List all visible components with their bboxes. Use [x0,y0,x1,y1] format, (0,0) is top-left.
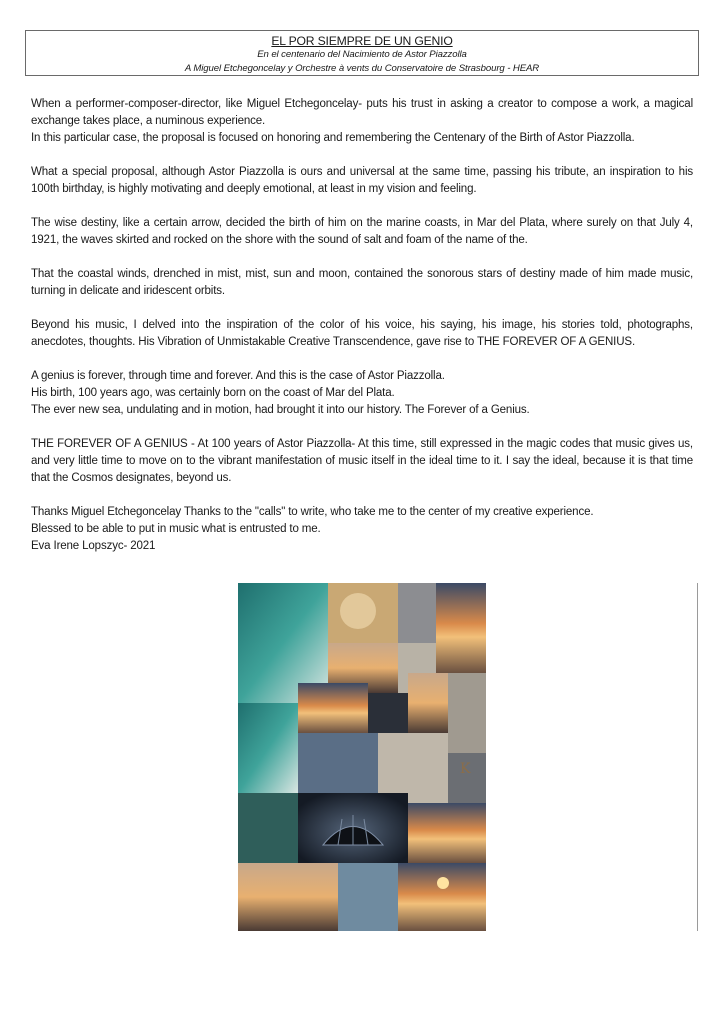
sea-collage-image [238,583,486,931]
subtitle-centenary: En el centenario del Nacimiento de Astor Piazzolla [257,49,467,60]
thanks-line-1: Thanks Miguel Etchegoncelay Thanks to the "calls" to write, who take me to the center of my creative experience. [31,506,594,518]
paragraph-proposal: In this particular case, the proposal is focused on honoring and remembering the Centenary of the Birth of Astor Piazzolla. [31,132,635,144]
signature: Eva Irene Lopszyc- 2021 [31,540,156,552]
thanks-line-2: Blessed to be able to put in music what is entrusted to me. [31,523,321,535]
paragraph-coastal-winds: That the coastal winds, drenched in mist, mist, sun and moon, contained the sonorous stars of destiny made of him made music, turning in delicate and iridescent orbits. [31,268,693,297]
document-title: EL POR SIEMPRE DE UN GENIO [271,34,453,48]
paragraph-intro: When a performer-composer-director, like Miguel Etchegoncelay- puts his trust in asking a creator to compose a work, a magical exchange takes place, a numinous experience. [31,98,693,127]
paragraph-forever: THE FOREVER OF A GENIUS - At 100 years of Astor Piazzolla- At this time, still expressed in the magic codes that music gives us, and very little time to move on to the vibrant manifestation of music itself in the ideal time to it. I say the ideal, because it is that time that the Cosmos designates, beyond us. [31,438,693,484]
header-box [25,30,699,76]
genius-line-3: The ever new sea, undulating and in motion, had brought it into our history. The Forever of a Genius. [31,404,530,416]
sunset-tile-right [436,583,486,673]
beach-sunset-tile [238,863,338,931]
paragraph-thanks [31,504,693,555]
paragraph-special-proposal: What a special proposal, although Astor Piazzolla is ours and universal at the same time, passing his tribute, an inspiration to his 100th birthday, is highly motivating and deeply emotional, at least in my vision and feeling. [31,166,693,195]
paragraph-beyond-music: Beyond his music, I delved into the inspiration of the color of his voice, his saying, his image, his stories told, photographs, anecdotes, thoughts. His Vibration of Unmistakable Creative Transcendence, gave rise to THE FOREVER OF A GENIUS. [31,319,693,348]
paragraph-genius [31,368,693,419]
page-edge-rule [697,583,698,931]
document-body [31,96,693,555]
paragraph-destiny: The wise destiny, like a certain arrow, decided the birth of him on the marine coasts, in Mar del Plata, where surely on that July 4, 1921, the waves skirted and rocked on the shore with the sound of salt and foam of the name of the. [31,217,693,246]
pebbles-tile [398,583,436,643]
genius-line-2: His birth, 100 years ago, was certainly born on the coast of Mar del Plata. [31,387,395,399]
genius-line-1: A genius is forever, through time and forever. And this is the case of Astor Piazzolla. [31,370,445,382]
collage-graphic [238,583,486,931]
subtitle-dedication: A Miguel Etchegoncelay y Orchestre à vents du Conservatoire de Strasbourg - HEAR [184,63,540,74]
svg-text:K: K [460,761,471,777]
